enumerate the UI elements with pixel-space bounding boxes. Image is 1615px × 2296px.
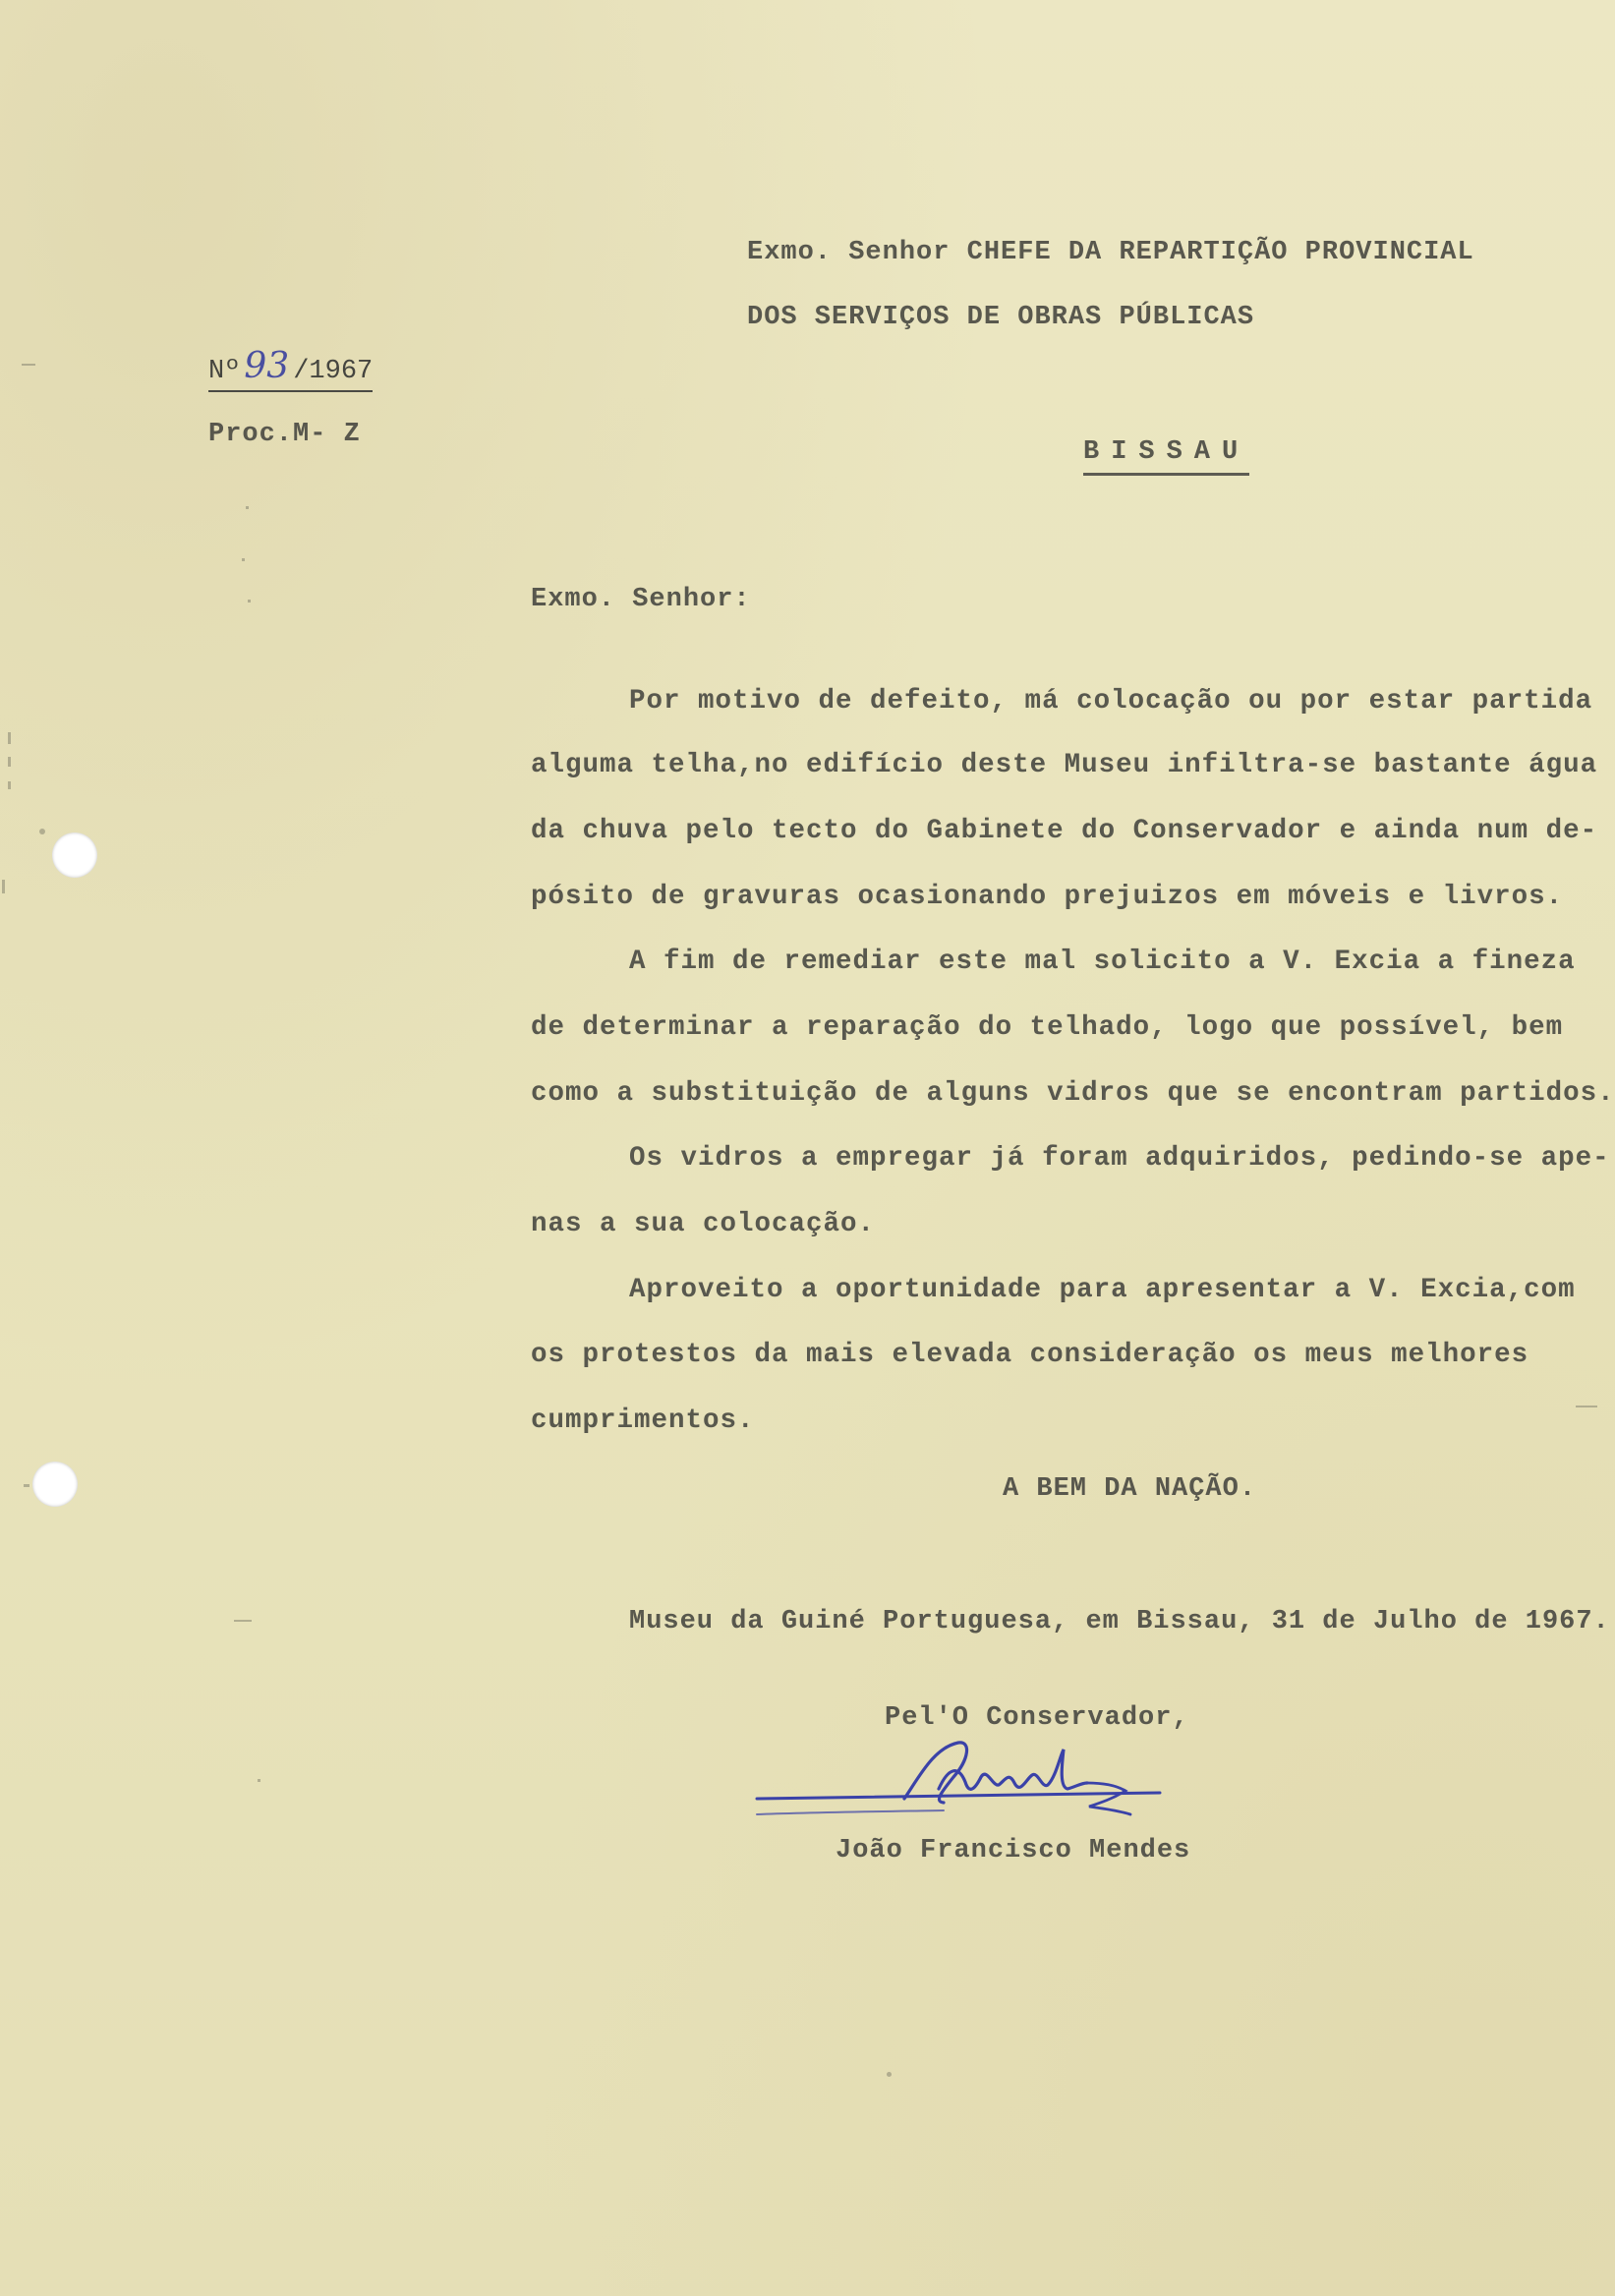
margin-mark — [8, 781, 11, 789]
margin-mark — [39, 829, 45, 834]
margin-mark — [2, 880, 5, 893]
reference-prefix: Nº — [208, 357, 241, 386]
margin-mark — [258, 1779, 260, 1782]
place-and-date: Museu da Guiné Portuguesa, em Bissau, 31 de Julho de 1967. — [629, 1607, 1610, 1636]
body-line: nas a sua colocação. — [531, 1209, 876, 1239]
reference-number — [208, 346, 373, 392]
process-reference: Proc.M- Z — [208, 420, 361, 449]
recipient-line-1: Exmo. Senhor CHEFE DA REPARTIÇÃO PROVINCIAL — [747, 238, 1474, 267]
body-line: Por motivo de defeito, má colocação ou por estar partida — [629, 686, 1593, 717]
punch-hole-bottom — [32, 1462, 78, 1507]
body-line: alguma telha,no edifício deste Museu infiltra-se bastante água — [531, 750, 1598, 780]
margin-mark — [24, 1484, 29, 1487]
margin-mark — [22, 364, 35, 366]
recipient-city: BISSAU — [1083, 437, 1249, 476]
body-line: os protestos da mais elevada consideração os meus melhores — [531, 1340, 1529, 1370]
margin-mark — [8, 732, 11, 744]
body-line: pósito de gravuras ocasionando prejuizos em móveis e livros. — [531, 882, 1564, 912]
closing-formula: A BEM DA NAÇÃO. — [1003, 1474, 1257, 1504]
margin-mark — [246, 506, 249, 509]
margin-mark — [8, 757, 11, 767]
margin-mark — [887, 2072, 892, 2077]
body-line: Os vidros a empregar já foram adquiridos, pedindo-se ape- — [629, 1143, 1610, 1174]
body-line: cumprimentos. — [531, 1406, 755, 1436]
margin-mark — [242, 558, 245, 561]
body-line: de determinar a reparação do telhado, logo que possível, bem — [531, 1012, 1564, 1043]
recipient-line-2: DOS SERVIÇOS DE OBRAS PÚBLICAS — [747, 303, 1255, 332]
on-behalf-of: Pel'O Conservador, — [885, 1703, 1189, 1733]
body-line: como a substituição de alguns vidros que se encontram partidos. — [531, 1078, 1615, 1109]
body-line: A fim de remediar este mal solicito a V. Excia a fineza — [629, 947, 1576, 977]
body-line: Aproveito a oportunidade para apresentar a V. Excia,com — [629, 1275, 1576, 1305]
salutation: Exmo. Senhor: — [531, 585, 751, 614]
handwritten-signature — [747, 1738, 1180, 1851]
margin-mark — [248, 600, 251, 603]
reference-year: /1967 — [293, 357, 374, 386]
body-line: da chuva pelo tecto do Gabinete do Conservador e ainda num de- — [531, 816, 1598, 846]
reference-handwritten-number: 93 — [244, 346, 290, 386]
margin-mark — [1576, 1406, 1597, 1407]
margin-mark — [234, 1620, 252, 1622]
signatory-name: João Francisco Mendes — [836, 1836, 1191, 1866]
punch-hole-top — [52, 832, 97, 878]
